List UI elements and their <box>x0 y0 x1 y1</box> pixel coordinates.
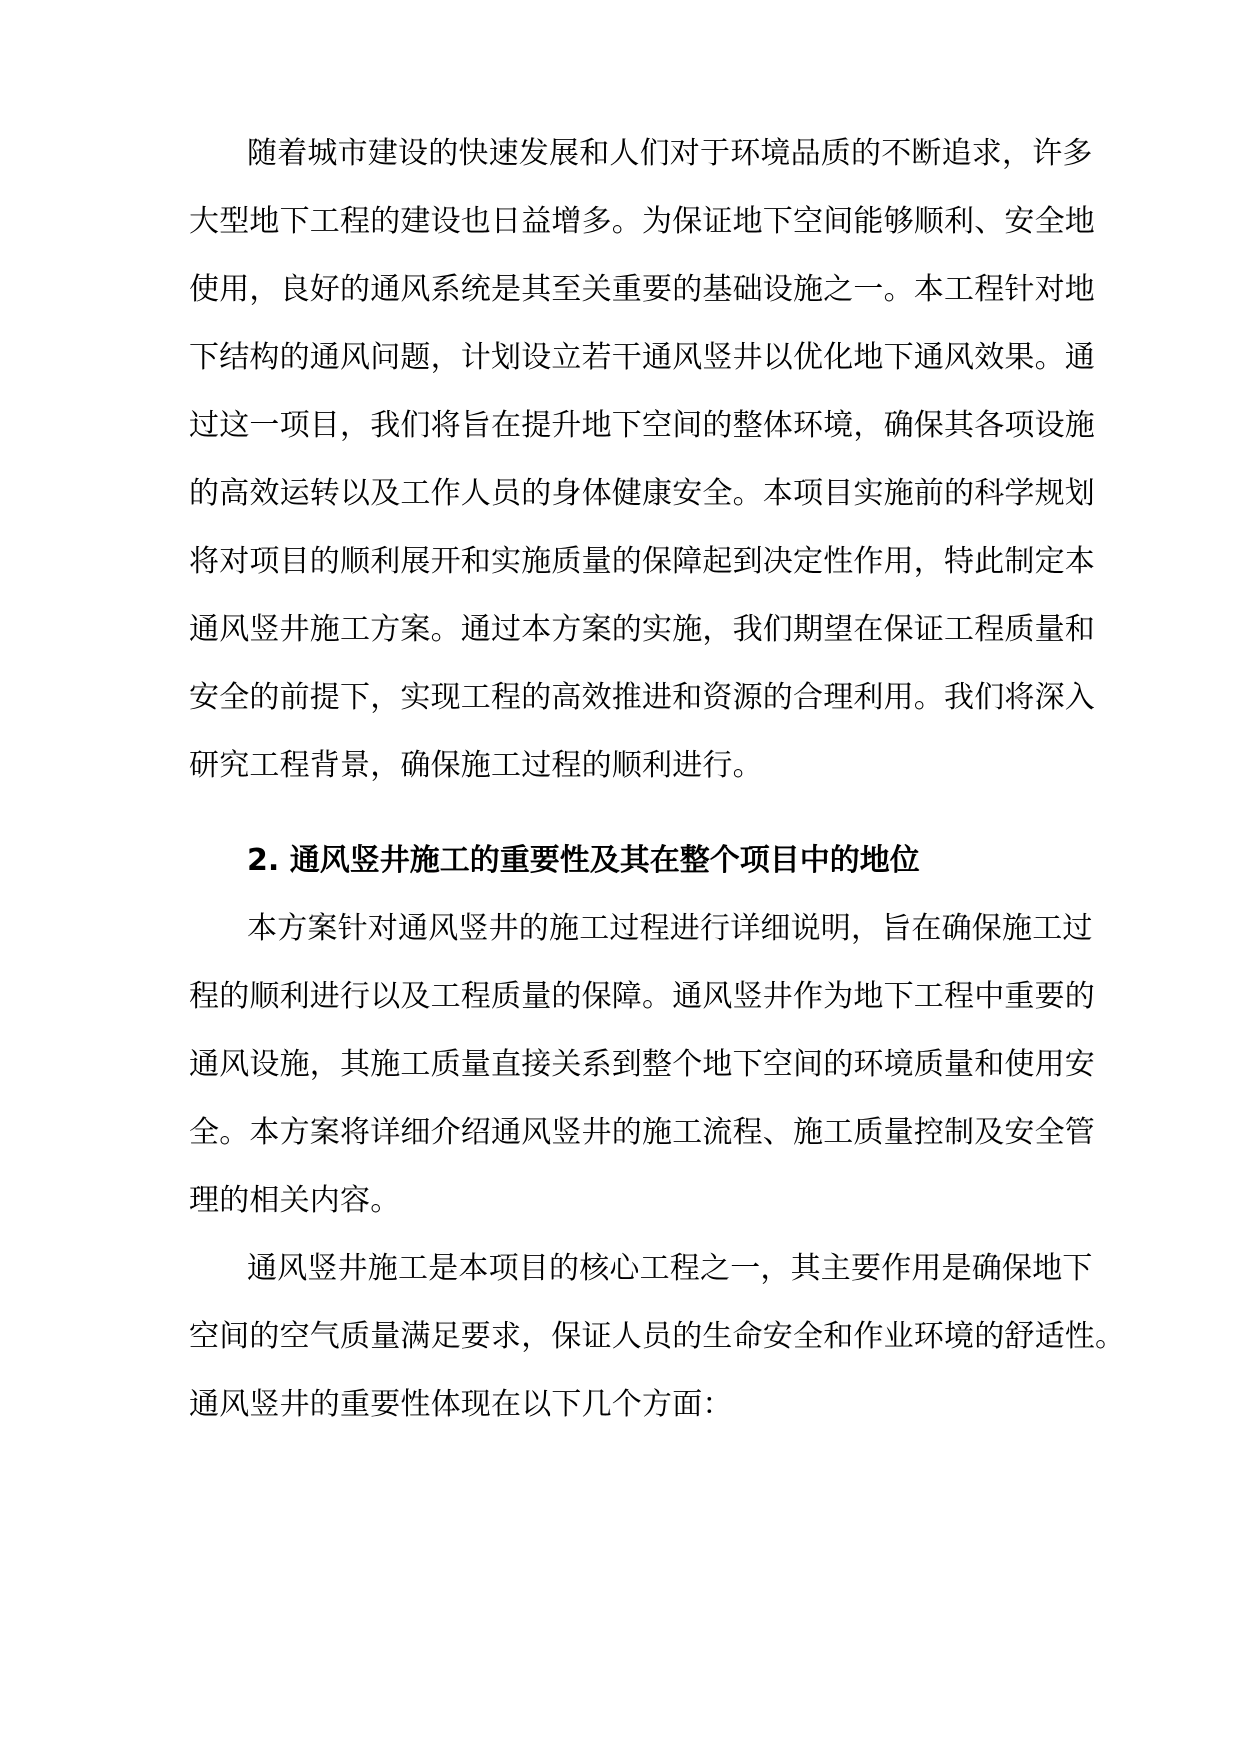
paragraph-2-line-4: 全。本方案将详细介绍通风竖井的施工流程、施工质量控制及安全管 <box>189 1115 1095 1150</box>
paragraph-1-line-10: 研究工程背景，确保施工过程的顺利进行。 <box>189 748 763 783</box>
paragraph-2-line-5: 理的相关内容。 <box>189 1183 401 1218</box>
paragraph-1-line-4: 下结构的通风问题，计划设立若干通风竖井以优化地下通风效果。通 <box>189 340 1095 375</box>
paragraph-2-line-3: 通风设施，其施工质量直接关系到整个地下空间的环境质量和使用安 <box>189 1047 1095 1082</box>
paragraph-3-line-3: 通风竖井的重要性体现在以下几个方面： <box>189 1387 733 1422</box>
paragraph-3-line-1: 通风竖井施工是本项目的核心工程之一，其主要作用是确保地下 <box>247 1251 1093 1286</box>
paragraph-2-line-1: 本方案针对通风竖井的施工过程进行详细说明，旨在确保施工过 <box>247 911 1093 946</box>
paragraph-1-line-6: 的高效运转以及工作人员的身体健康安全。本项目实施前的科学规划 <box>189 476 1095 511</box>
section-2-heading: 2. 通风竖井施工的重要性及其在整个项目中的地位 <box>247 843 920 878</box>
paragraph-1-line-2: 大型地下工程的建设也日益增多。为保证地下空间能够顺利、安全地 <box>189 204 1095 239</box>
paragraph-1-line-9: 安全的前提下，实现工程的高效推进和资源的合理利用。我们将深入 <box>189 680 1095 715</box>
paragraph-1-line-3: 使用，良好的通风系统是其至关重要的基础设施之一。本工程针对地 <box>189 272 1095 307</box>
paragraph-2-line-2: 程的顺利进行以及工程质量的保障。通风竖井作为地下工程中重要的 <box>189 979 1095 1014</box>
paragraph-1-line-8: 通风竖井施工方案。通过本方案的实施，我们期望在保证工程质量和 <box>189 612 1095 647</box>
paragraph-1-line-5: 过这一项目，我们将旨在提升地下空间的整体环境，确保其各项设施 <box>189 408 1095 443</box>
paragraph-3-line-2: 空间的空气质量满足要求，保证人员的生命安全和作业环境的舒适性。 <box>189 1319 1126 1354</box>
paragraph-1-line-1: 随着城市建设的快速发展和人们对于环境品质的不断追求，许多 <box>247 136 1093 171</box>
paragraph-1-line-7: 将对项目的顺利展开和实施质量的保障起到决定性作用，特此制定本 <box>189 544 1095 579</box>
